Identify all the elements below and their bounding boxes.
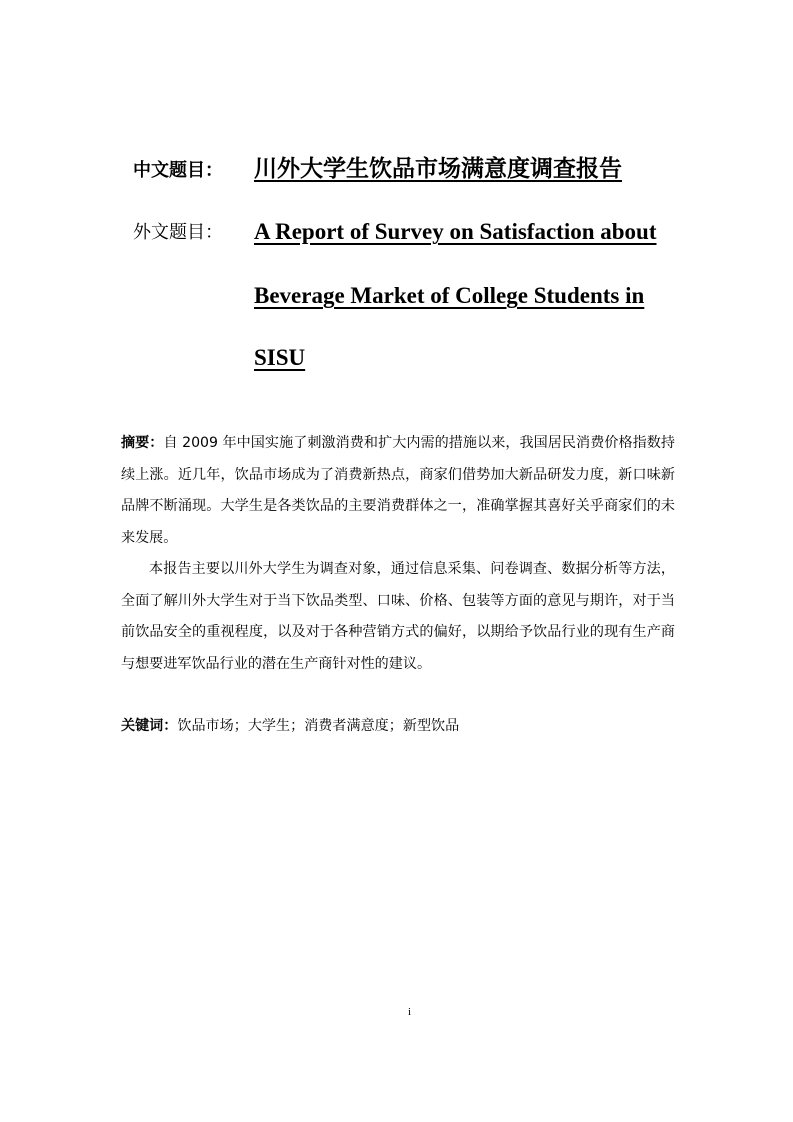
keywords-value: 饮品市场；大学生；消费者满意度；新型饮品 [177, 718, 460, 734]
english-title-line-3: SISU [254, 345, 306, 370]
abstract-paragraph-1 [121, 428, 675, 554]
english-title-line-2: Beverage Market of College Students in [254, 283, 645, 308]
keywords-line [121, 712, 459, 740]
page-number: i [408, 1006, 412, 1018]
chinese-title-label: 中文题目： [133, 160, 223, 181]
chinese-title: 川外大学生饮品市场满意度调查报告 [254, 156, 622, 182]
english-title-label: 外文题目： [133, 222, 223, 243]
keywords-label: 关键词： [121, 718, 178, 734]
abstract-paragraph-2: 本报告主要以川外大学生为调查对象，通过信息采集、问卷调查、数据分析等方法，全面了解川外大学生对于当下饮品类型、口味、价格、包装等方面的意见与期许，对于当前饮品安全的重视程度，以及对于各种营销方式的偏好，以期给予饮品行业的现有生产商与想要进军饮品行业的潜在生产商针对性的建议。 [121, 561, 675, 672]
abstract-label: 摘要： [121, 435, 164, 451]
abstract-text-1: 自 2009 年中国实施了刺激消费和扩大内需的措施以来，我国居民消费价格指数持续上涨。近几年，饮品市场成为了消费新热点，商家们借势加大新品研发力度，新口味新品牌不断涌现。大学生是各类饮品的主要消费群体之一，准确掌握其喜好关乎商家们的未来发展。 [121, 435, 676, 546]
abstract-section [121, 428, 675, 680]
english-title-line-1: A Report of Survey on Satisfaction about [254, 219, 657, 244]
